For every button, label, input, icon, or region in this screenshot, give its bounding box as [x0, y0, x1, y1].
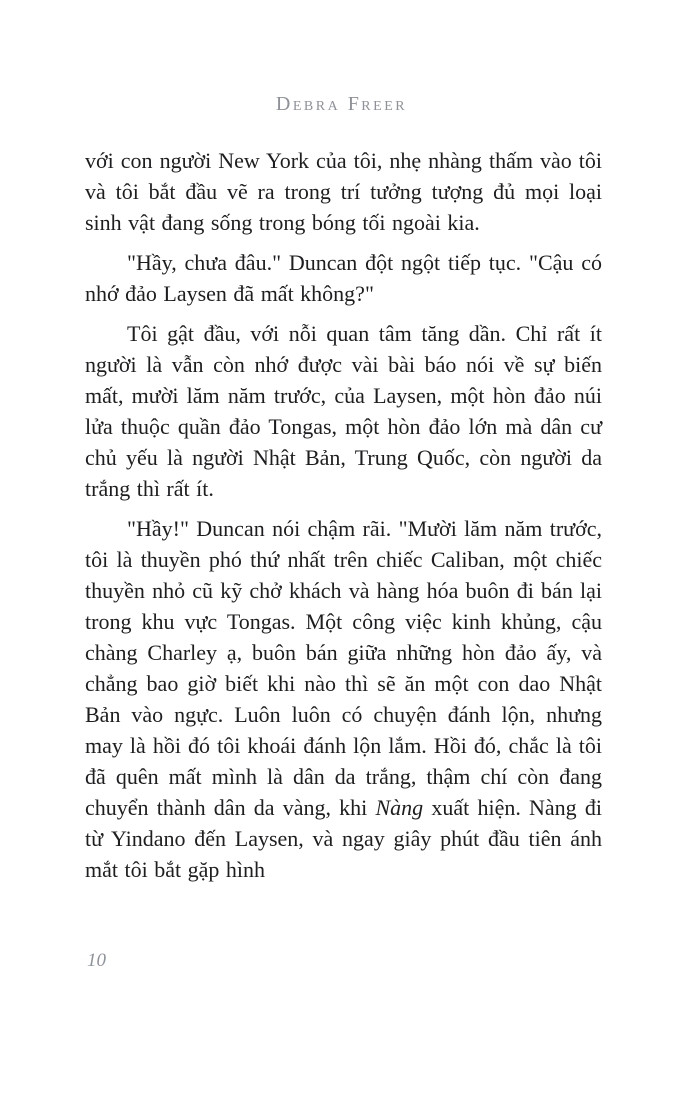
paragraph-segment: xuất hiện. Nàng đi từ Yindano đến Laysen, và ngay giây phút đầu tiên ánh mắt tôi bắt gặp hình — [85, 795, 602, 882]
paragraph: "Hầy, chưa đâu." Duncan đột ngột tiếp tục. "Cậu có nhớ đảo Laysen đã mất không?" — [85, 250, 602, 306]
text-block — [85, 145, 602, 894]
paragraph-segment: "Hầy!" Duncan nói chậm rãi. "Mười lăm năm trước, tôi là thuyền phó thứ nhất trên chiếc Caliban, một chiếc thuyền nhỏ cũ kỹ chở khách và hàng hóa buôn đi bán lại trong khu vực Tongas. Một công việc kinh khủng, cậu chàng Charley ạ, buôn bán giữa những hòn đảo ấy, và chẳng bao giờ biết khi nào thì sẽ ăn một con dao Nhật Bản vào ngực. Luôn luôn có chuyện đánh lộn, nhưng may là hồi đó tôi khoái đánh lộn lắm. Hồi đó, chắc là tôi đã quên mất mình là dân da trắng, thậm chí còn đang chuyển thành dân da vàng, khi — [85, 516, 602, 820]
page-number: 10 — [87, 950, 106, 971]
running-header: Debra Freer — [275, 93, 408, 115]
paragraph: Tôi gật đầu, với nỗi quan tâm tăng dần. Chỉ rất ít người là vẫn còn nhớ được vài bài báo nói về sự biến mất, mười lăm năm trước, của Laysen, một hòn đảo núi lửa thuộc quần đảo Tongas, một hòn đảo lớn mà dân cư chủ yếu là người Nhật Bản, Trung Quốc, còn người da trắng thì rất ít. — [85, 321, 602, 501]
paragraph: với con người New York của tôi, nhẹ nhàng thấm vào tôi và tôi bắt đầu vẽ ra trong trí tưởng tượng đủ mọi loại sinh vật đang sống trong bóng tối ngoài kia. — [85, 148, 602, 235]
paragraph-segment-italic: Nàng — [375, 795, 424, 820]
paragraph — [85, 513, 602, 885]
